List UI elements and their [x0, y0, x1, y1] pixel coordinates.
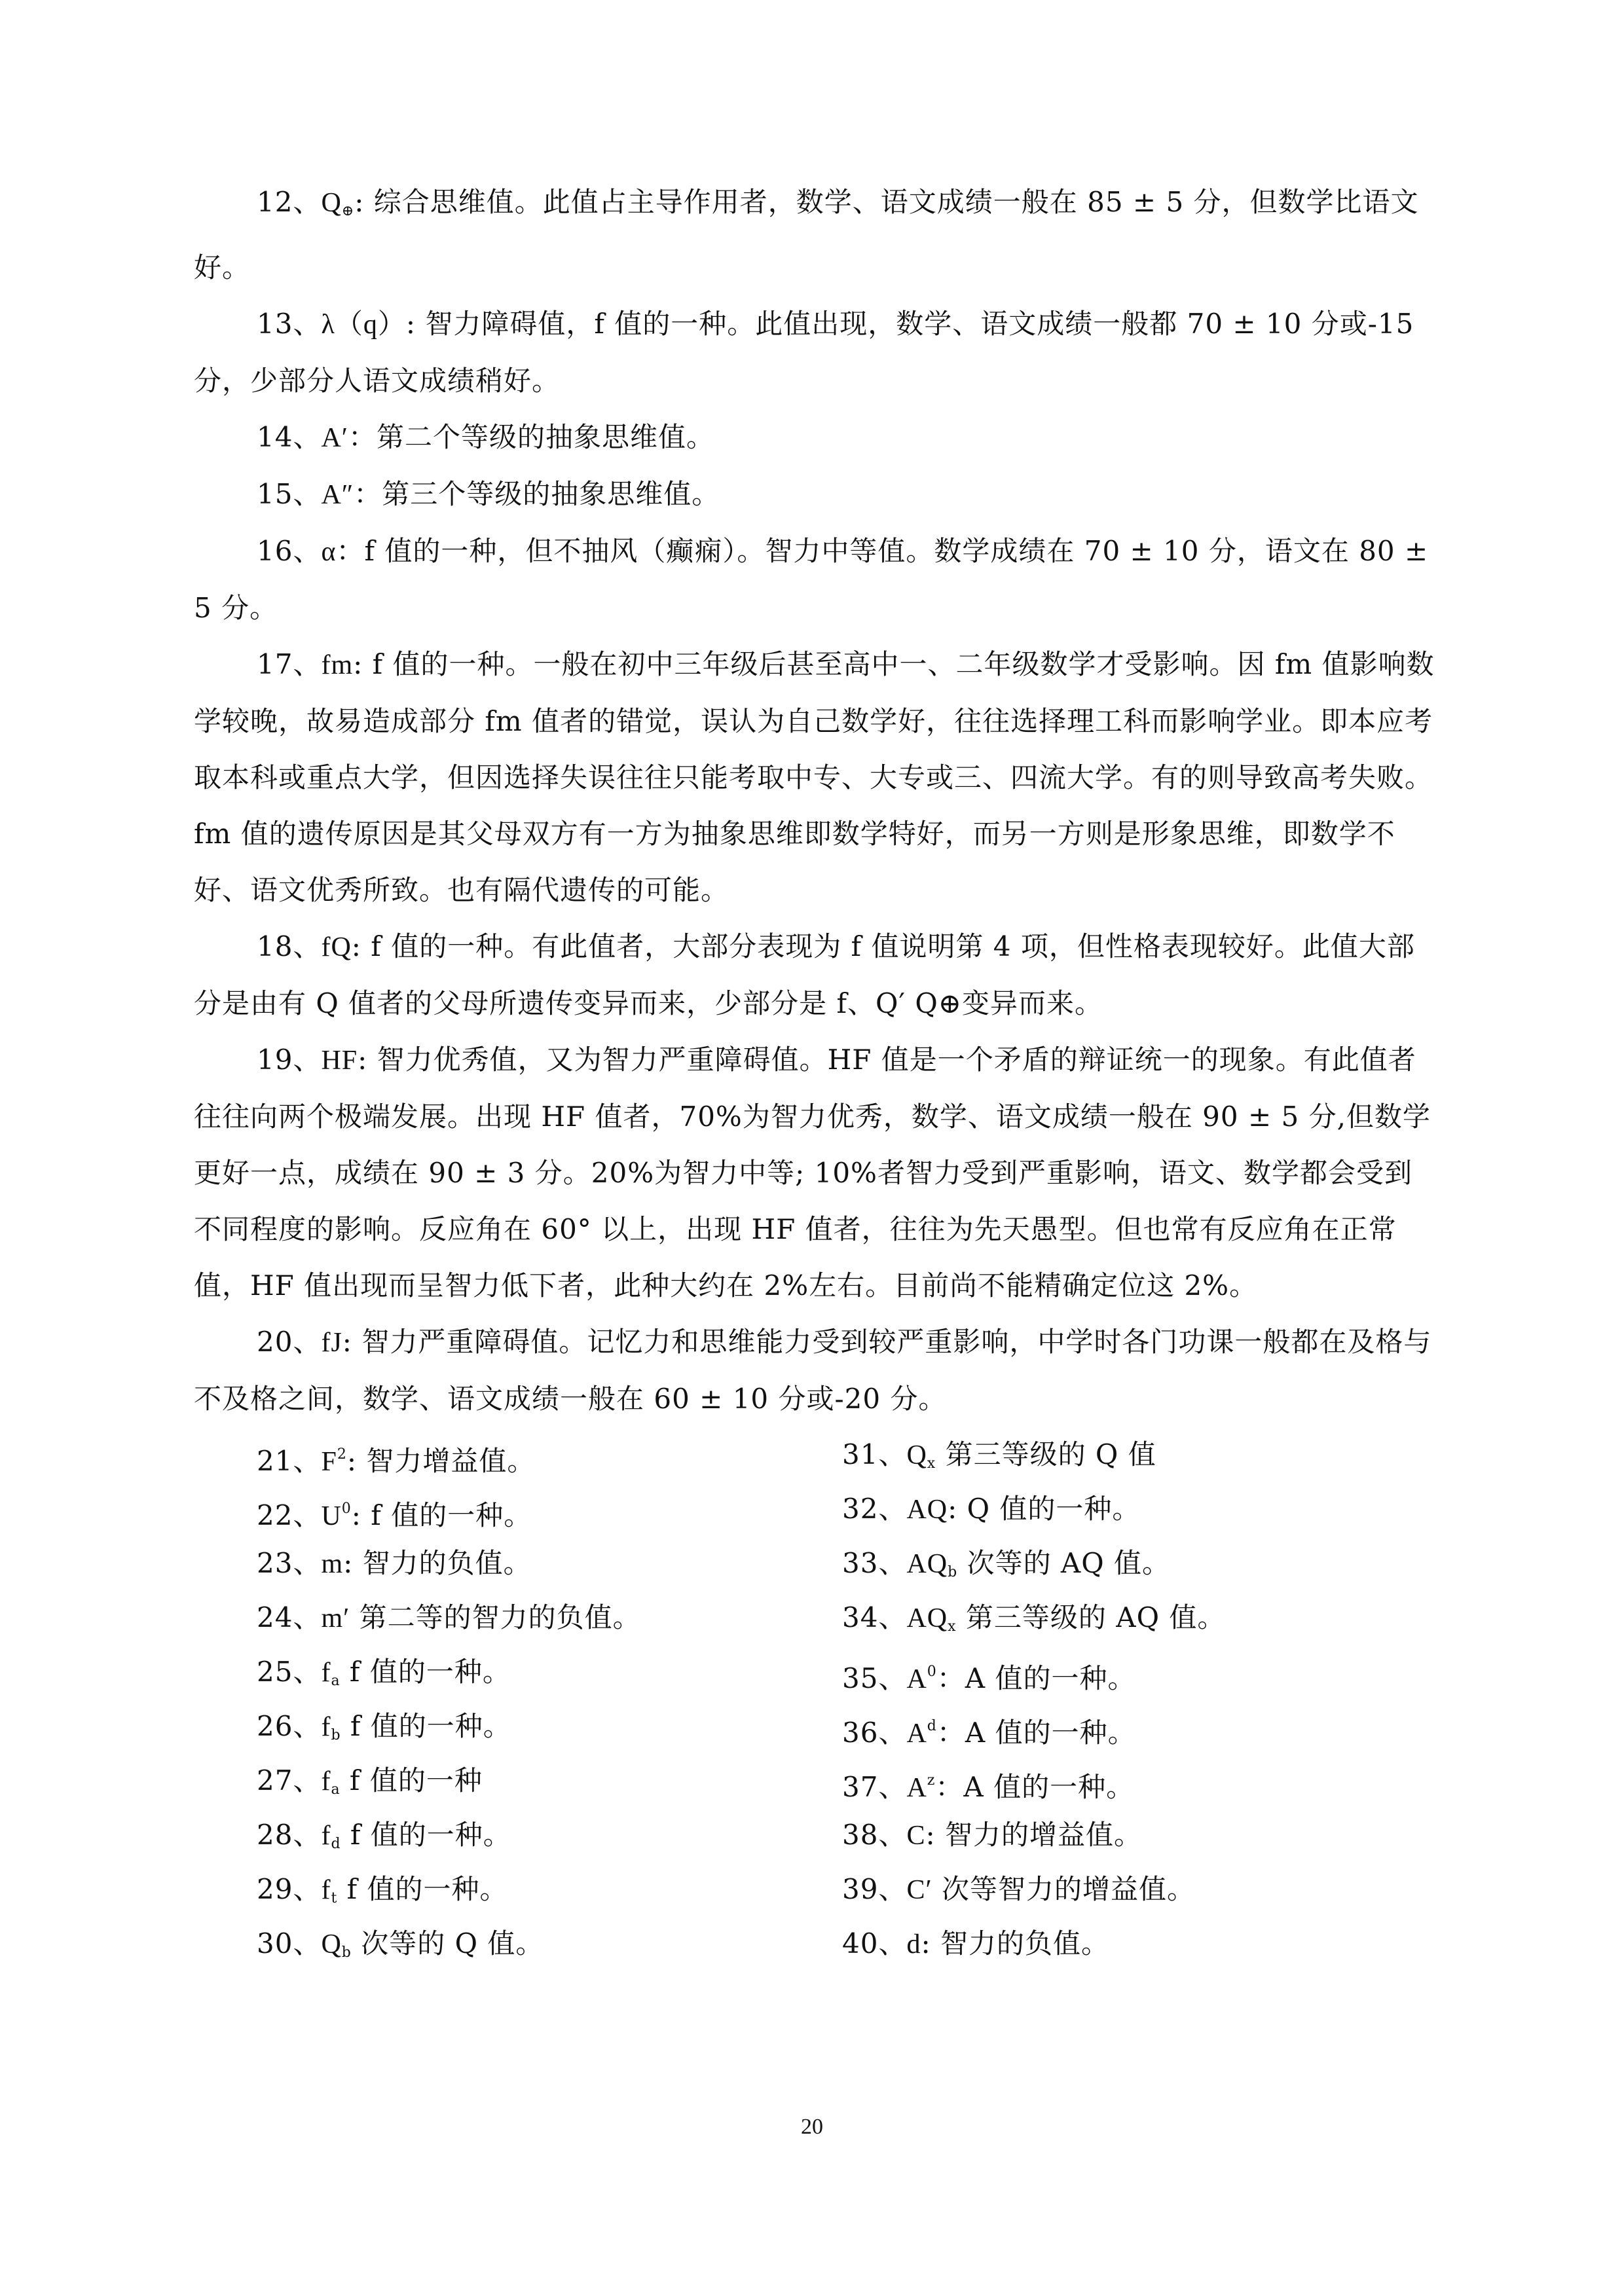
item-number: 19、: [257, 1044, 322, 1076]
list-item: [836, 1482, 1438, 1536]
definition-paragraph: [194, 523, 1438, 636]
definition-paragraph: [194, 409, 1438, 466]
item-code-subscript: a: [331, 1673, 341, 1689]
list-item: [194, 1590, 836, 1645]
item-separator: ：: [336, 535, 365, 567]
list-item: [836, 1916, 1438, 1971]
item-code: f: [321, 1821, 331, 1851]
item-code: f: [321, 1658, 331, 1688]
item-separator: :: [342, 1326, 362, 1358]
definition-paragraph: [194, 636, 1438, 919]
item-text: : 智力增益值。: [346, 1445, 536, 1477]
item-text: 智力优秀值，又为智力严重障碍值。HF 值是一个矛盾的辩证统一的现象。有此值者往往向两个极端发展。出现 HF 值者，70%为智力优秀，数学、语文成绩一般在 90 ± 5 分,但数学更好一点，成绩在 90 ± 3 分。20%为智力中等; 10%者智力受到严重影响，语文、数学都会受到不同程度的影响。反应角在 60° 以上，出现 HF 值者，往往为先天愚型。但也常有反应角在正常值，HF 值出现而呈智力低下者，此种大约在 2%左右。目前尚不能精确定位这 2%。: [194, 1044, 1431, 1302]
item-number: 16、: [257, 535, 322, 567]
definition-paragraphs: [194, 174, 1438, 1427]
list-item: [836, 1808, 1438, 1862]
item-text: f 值的一种。: [337, 1873, 508, 1905]
definition-paragraph: [194, 1032, 1438, 1314]
item-text: : 智力的负值。: [921, 1927, 1109, 1959]
item-code: Q: [906, 1440, 927, 1470]
item-number: 21、: [257, 1445, 322, 1477]
list-item: [194, 1808, 836, 1862]
item-number: 28、: [257, 1819, 322, 1851]
item-code: C′: [906, 1875, 932, 1905]
item-number: 17、: [257, 648, 322, 680]
item-number: 27、: [257, 1764, 322, 1796]
item-code-superscript: d: [927, 1718, 937, 1734]
item-code: f: [321, 1766, 331, 1796]
item-separator: :: [354, 186, 374, 218]
item-code-subscript: b: [331, 1727, 341, 1743]
item-code-subscript: ⊕: [341, 203, 355, 219]
list-item: [194, 1645, 836, 1699]
item-code: f: [321, 1875, 331, 1905]
item-separator: :: [358, 1044, 377, 1076]
item-code-superscript: 0: [341, 1501, 352, 1517]
item-number: 20、: [257, 1326, 322, 1358]
item-code: Q: [321, 188, 342, 218]
item-text: ：A 值的一种。: [936, 1662, 1136, 1694]
item-code: AQ: [906, 1603, 948, 1633]
list-item: [194, 1916, 836, 1971]
item-code: A: [906, 1664, 927, 1694]
item-text: 综合思维值。此值占主导作用者，数学、语文成绩一般在 85 ± 5 分，但数学比语文好。: [194, 186, 1419, 283]
item-code: A: [906, 1719, 927, 1749]
item-code: fm: [321, 650, 354, 680]
item-text: : Q 值的一种。: [948, 1493, 1141, 1525]
item-code: A″: [321, 480, 354, 510]
list-item: [194, 1862, 836, 1916]
list-item: [194, 1482, 836, 1536]
item-text: 次等智力的增益值。: [932, 1873, 1196, 1905]
list-item: [836, 1427, 1438, 1482]
item-text: f 值的一种。: [341, 1710, 511, 1742]
list-item: [836, 1699, 1438, 1753]
item-code: fQ: [321, 932, 352, 962]
item-separator: :: [405, 308, 426, 340]
item-separator: :: [353, 648, 373, 680]
item-number: 30、: [257, 1927, 322, 1959]
item-text: 智力障碍值，f 值的一种。此值出现，数学、语文成绩一般都 70 ± 10 分或-15 分，少部分人语文成绩稍好。: [194, 308, 1414, 397]
item-text: f 值的一种。: [341, 1819, 511, 1851]
item-number: 29、: [257, 1873, 322, 1905]
item-text: f 值的一种，但不抽风（癫痫）。智力中等值。数学成绩在 70 ± 10 分，语文在 80 ± 5 分。: [194, 535, 1429, 624]
item-text: ：A 值的一种。: [936, 1717, 1136, 1749]
item-text: f 值的一种。有此值者，大部分表现为 f 值说明第 4 项，但性格表现较好。此值大部分是由有 Q 值者的父母所遗传变异而来，少部分是 f、Q′ Q⊕变异而来。: [194, 930, 1415, 1019]
item-number: 39、: [842, 1873, 907, 1905]
definition-list-left-column: [194, 1427, 836, 1971]
item-code-subscript: d: [331, 1836, 341, 1852]
list-item: [194, 1536, 836, 1590]
item-text: 第三等级的 Q 值: [936, 1438, 1156, 1470]
item-code: α: [321, 537, 337, 567]
item-code-subscript: b: [341, 1944, 352, 1961]
item-text: 次等的 AQ 值。: [957, 1547, 1171, 1579]
list-item: [836, 1536, 1438, 1590]
item-number: 34、: [842, 1601, 907, 1633]
item-number: 32、: [842, 1493, 907, 1525]
definition-paragraph: [194, 919, 1438, 1032]
item-code: C: [906, 1821, 926, 1851]
item-code-superscript: 2: [337, 1446, 347, 1463]
list-item: [836, 1753, 1438, 1808]
item-number: 22、: [257, 1499, 322, 1531]
item-number: 37、: [842, 1771, 907, 1803]
item-text: f 值的一种。: [340, 1656, 511, 1688]
item-code: U: [321, 1501, 342, 1531]
item-number: 35、: [842, 1662, 907, 1694]
item-text: ：A 值的一种。: [935, 1771, 1135, 1803]
list-item: [836, 1645, 1438, 1699]
item-text: 第三等级的 AQ 值。: [956, 1601, 1226, 1633]
item-number: 33、: [842, 1547, 907, 1579]
item-number: 24、: [257, 1601, 322, 1633]
list-item: [194, 1699, 836, 1753]
item-code: AQ: [906, 1495, 948, 1525]
item-code: m: [321, 1549, 344, 1579]
item-number: 18、: [257, 930, 322, 962]
item-code: Q: [321, 1929, 342, 1959]
body-text: [194, 174, 1438, 1971]
item-code-subscript: t: [331, 1890, 338, 1906]
item-code-subscript: a: [331, 1781, 341, 1798]
item-code: fJ: [321, 1328, 342, 1358]
item-separator: :: [351, 930, 371, 962]
item-number: 12、: [257, 186, 322, 218]
definition-list-right-column: [836, 1427, 1438, 1971]
item-text: 第二等的智力的负值。: [350, 1601, 641, 1633]
item-code: F: [321, 1447, 337, 1477]
item-number: 31、: [842, 1438, 907, 1470]
definition-list: [194, 1427, 1438, 1971]
definition-paragraph: [194, 296, 1438, 409]
item-code: f: [321, 1712, 331, 1742]
item-code: m′: [321, 1603, 350, 1633]
item-separator: ：: [348, 421, 377, 453]
item-code: A′: [321, 423, 348, 453]
item-number: 23、: [257, 1547, 322, 1579]
definition-paragraph: [194, 466, 1438, 523]
item-text: 次等的 Q 值。: [351, 1927, 544, 1959]
item-text: f 值的一种: [340, 1764, 483, 1796]
item-text: : f 值的一种。: [351, 1499, 532, 1531]
item-text: f 值的一种。一般在初中三年级后甚至高中一、二年级数学才受影响。因 fm 值影响数学较晚，故易造成部分 fm 值者的错觉，误认为自己数学好，往往选择理工科而影响学业。即本应考取本科或重点大学，但因选择失误往往只能考取中专、大专或三、四流大学。有的则导致高考失败。fm 值的遗传原因是其父母双方有一方为抽象思维即数学特好，而另一方则是形象思维，即数学不好、语文优秀所致。也有隔代遗传的可能。: [194, 648, 1435, 906]
item-separator: ：: [354, 478, 382, 510]
item-number: 14、: [257, 421, 322, 453]
item-number: 40、: [842, 1927, 907, 1959]
item-code: d: [906, 1929, 921, 1959]
item-code: λ（q）: [321, 310, 406, 340]
list-item: [836, 1590, 1438, 1645]
item-text: 第二个等级的抽象思维值。: [377, 421, 715, 453]
item-text: : 智力的负值。: [343, 1547, 532, 1579]
item-number: 38、: [842, 1819, 907, 1851]
page-number: 20: [801, 2115, 823, 2139]
item-number: 36、: [842, 1717, 907, 1749]
item-code-superscript: 0: [927, 1664, 937, 1680]
item-number: 26、: [257, 1710, 322, 1742]
item-code-subscript: x: [948, 1618, 957, 1635]
item-number: 15、: [257, 478, 322, 510]
item-number: 13、: [257, 308, 322, 340]
item-text: 智力严重障碍值。记忆力和思维能力受到较严重影响，中学时各门功课一般都在及格与不及格之间，数学、语文成绩一般在 60 ± 10 分或-20 分。: [194, 1326, 1432, 1415]
definition-paragraph: [194, 1314, 1438, 1427]
item-code: A: [906, 1773, 927, 1803]
item-code: AQ: [906, 1549, 948, 1579]
item-code: HF: [321, 1046, 358, 1076]
list-item: [194, 1427, 836, 1482]
item-code-superscript: z: [927, 1772, 936, 1789]
list-item: [194, 1753, 836, 1808]
item-text: 第三个等级的抽象思维值。: [382, 478, 720, 510]
item-number: 25、: [257, 1656, 322, 1688]
definition-paragraph: [194, 174, 1438, 296]
item-text: : 智力的增益值。: [925, 1819, 1142, 1851]
item-code-subscript: b: [948, 1564, 958, 1580]
item-code-subscript: x: [927, 1455, 936, 1472]
list-item: [836, 1862, 1438, 1916]
